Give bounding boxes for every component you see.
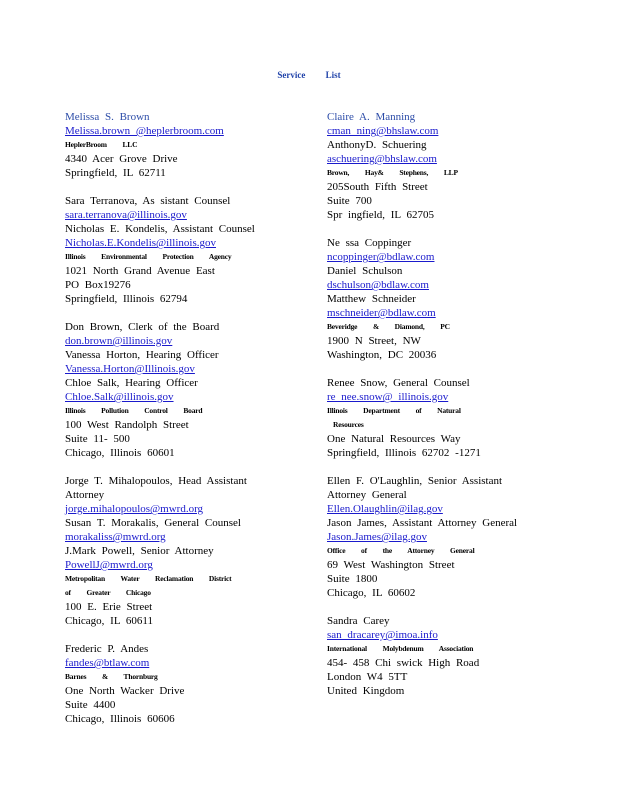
service-entry [327,236,597,362]
service-entry [65,474,335,628]
email-link[interactable]: morakaliss@mwrd.org [65,531,166,543]
contact-name: Vanessa Horton, Hearing Officer [65,349,219,361]
contact-name: Sara Terranova, As sistant Counsel [65,195,231,207]
service-entry [65,320,335,460]
address-line: 1900 N Street, NW [327,335,421,347]
organization-name: HeplerBroom LLC [65,140,138,149]
contact-name: J.Mark Powell, Senior Attorney [65,545,214,557]
email-link[interactable]: PowellJ@mwrd.org [65,559,153,571]
service-entry [327,474,597,600]
address-line: 69 West Washington Street [327,559,455,571]
organization-name: Illinois Environmental Protection Agency [65,252,232,261]
address-line: One North Wacker Drive [65,685,185,697]
address-line: 100 E. Erie Street [65,601,153,613]
contact-name: Sandra Carey [327,615,390,627]
organization-name: of Greater Chicago [65,588,151,597]
address-line: Washington, DC 20036 [327,349,437,361]
contact-name: Ellen F. O'Laughlin, Senior Assistant [327,475,503,487]
service-list-left-column [65,110,335,740]
contact-name: Ne ssa Coppinger [327,237,412,249]
contact-title: Attorney General [327,489,407,501]
address-line: Springfield, Illinois 62794 [65,293,188,305]
service-entry [327,376,597,460]
email-link[interactable]: Jason.James@ilag.gov [327,531,427,543]
email-link[interactable]: dschulson@bdlaw.com [327,279,429,291]
email-link[interactable]: Vanessa.Horton@Illinois.gov [65,363,195,375]
address-line: Chicago, IL 60602 [327,587,416,599]
service-entry [327,614,597,698]
contact-name: Claire A. Manning [327,111,416,123]
organization-name: Barnes & Thornburg [65,672,158,681]
email-link[interactable]: don.brown@illinois.gov [65,335,173,347]
email-link[interactable]: Chloe.Salk@illinois.gov [65,391,174,403]
address-line: United Kingdom [327,685,405,697]
address-line: Springfield, Illinois 62702 -1271 [327,447,481,459]
organization-name: Metropolitan Water Reclamation District [65,574,232,583]
contact-name: Renee Snow, General Counsel [327,377,470,389]
email-link[interactable]: Nicholas.E.Kondelis@illinois.gov [65,237,216,249]
address-line: 1021 North Grand Avenue East [65,265,215,277]
address-line: Springfield, IL 62711 [65,167,166,179]
address-line: 4340 Acer Grove Drive [65,153,178,165]
contact-name: Chloe Salk, Hearing Officer [65,377,198,389]
contact-name: Matthew Schneider [327,293,416,305]
email-link[interactable]: re nee.snow@ illinois.gov [327,391,449,403]
address-line: Suite 1800 [327,573,378,585]
contact-title: Attorney [65,489,105,501]
email-link[interactable]: fandes@btlaw.com [65,657,150,669]
organization-name: Brown, Hay& Stephens, LLP [327,168,458,177]
email-link[interactable]: Ellen.Olaughlin@ilag.gov [327,503,443,515]
page-title: Service List [277,70,341,80]
contact-name: Susan T. Morakalis, General Counsel [65,517,241,529]
address-line: Chicago, IL 60611 [65,615,153,627]
address-line: Suite 700 [327,195,372,207]
contact-name: Don Brown, Clerk of the Board [65,321,220,333]
contact-name: Frederic P. Andes [65,643,149,655]
address-line: Chicago, Illinois 60601 [65,447,175,459]
address-line: Suite 4400 [65,699,116,711]
contact-name: Nicholas E. Kondelis, Assistant Counsel [65,223,255,235]
organization-name: Office of the Attorney General [327,546,475,555]
contact-name: Melissa S. Brown [65,111,150,123]
organization-name: Illinois Department of Natural [327,406,461,415]
service-entry [65,110,335,180]
service-list-right-column [327,110,597,712]
contact-name: Jorge T. Mihalopoulos, Head Assistant [65,475,247,487]
service-entry [65,194,335,306]
organization-name: Illinois Pollution Control Board [65,406,203,415]
email-link[interactable]: jorge.mihalopoulos@mwrd.org [65,503,204,515]
organization-name: International Molybdenum Association [327,644,474,653]
address-line: Suite 11- 500 [65,433,130,445]
email-link[interactable]: cman ning@bhslaw.com [327,125,439,137]
organization-name: Resources [333,420,364,429]
organization-name: Beveridge & Diamond, PC [327,322,450,331]
email-link[interactable]: Melissa.brown @heplerbroom.com [65,125,224,137]
email-link[interactable]: sara.terranova@illinois.gov [65,209,187,221]
address-line: 100 West Randolph Street [65,419,189,431]
contact-name: AnthonyD. Schuering [327,139,427,151]
address-line: Spr ingfield, IL 62705 [327,209,434,221]
address-line: 454- 458 Chi swick High Road [327,657,480,669]
email-link[interactable]: aschuering@bhslaw.com [327,153,437,165]
address-line: 205South Fifth Street [327,181,428,193]
contact-name: Daniel Schulson [327,265,403,277]
service-entry [327,110,597,222]
address-line: One Natural Resources Way [327,433,461,445]
contact-name: Jason James, Assistant Attorney General [327,517,518,529]
address-line: Chicago, Illinois 60606 [65,713,175,725]
service-entry [65,642,335,726]
email-link[interactable]: ncoppinger@bdlaw.com [327,251,435,263]
email-link[interactable]: mschneider@bdlaw.com [327,307,436,319]
email-link[interactable]: san dracarey@imoa.info [327,629,438,641]
address-line: London W4 5TT [327,671,408,683]
address-line: PO Box19276 [65,279,131,291]
